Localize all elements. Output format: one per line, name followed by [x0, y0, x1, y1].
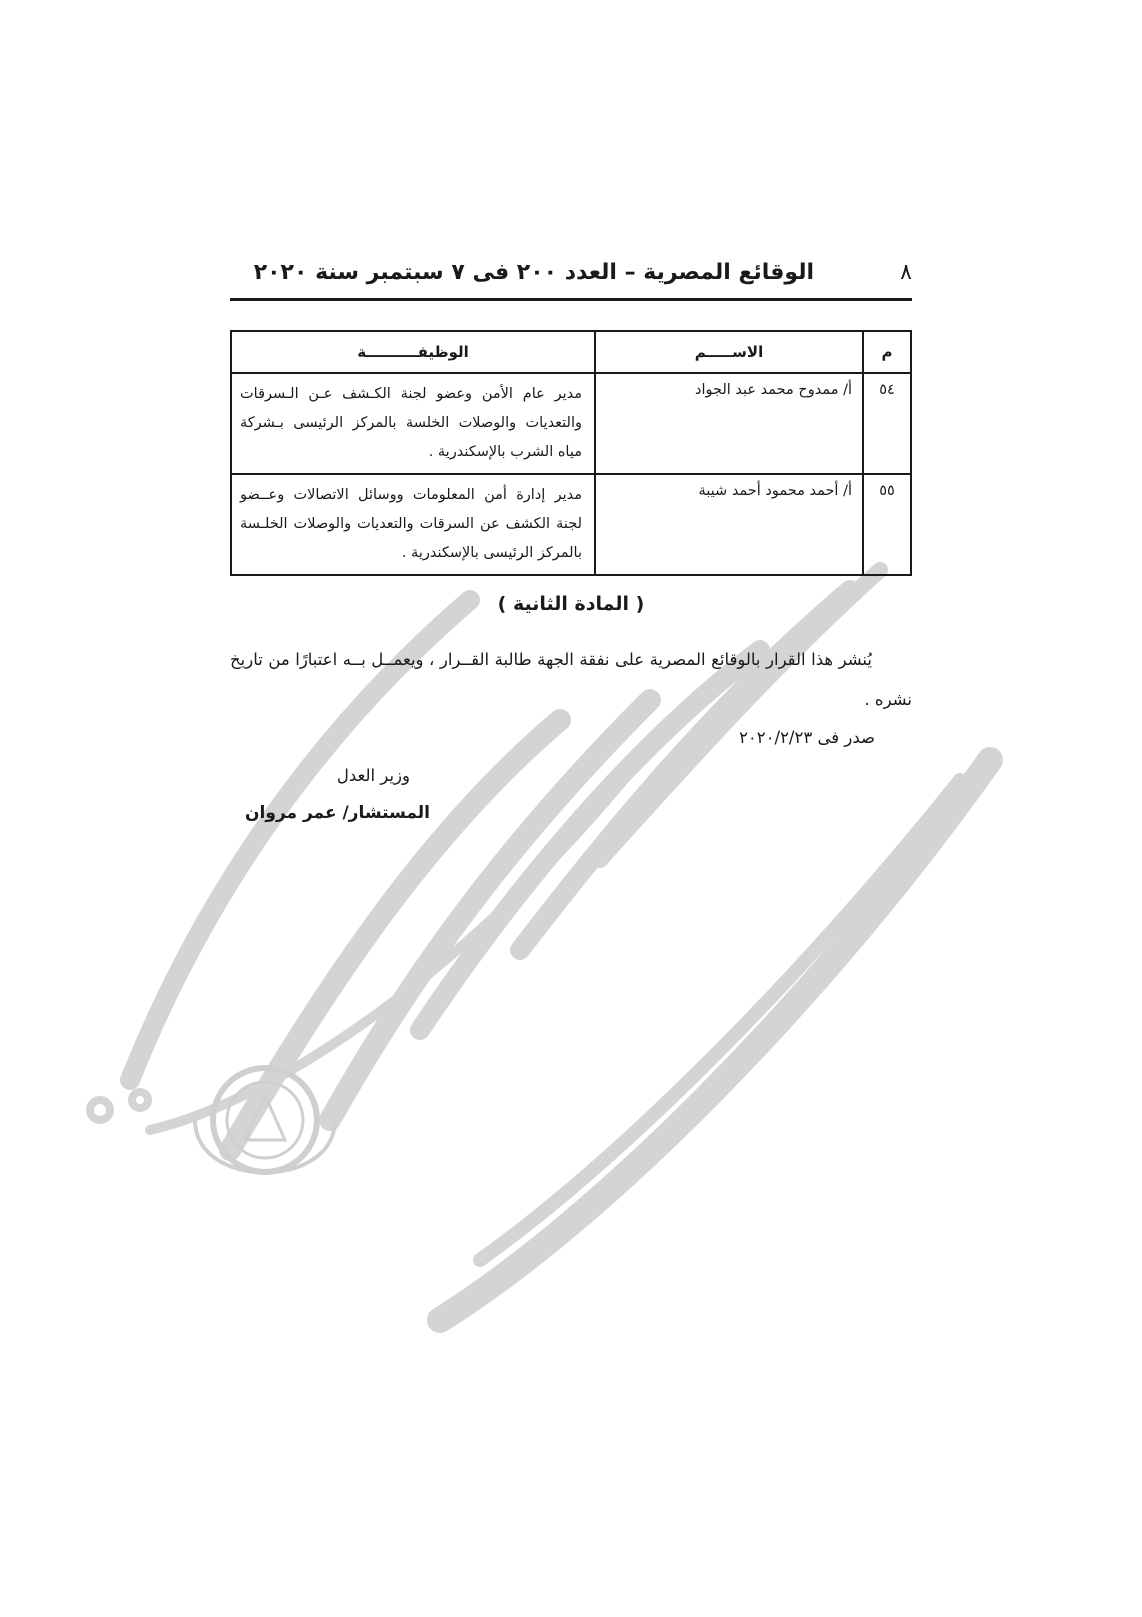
table-row — [231, 373, 911, 474]
appointments-table — [230, 330, 912, 576]
person-name: أ/ ممدوح محمد عبد الجواد — [595, 373, 863, 474]
watermark-swirl-3 — [330, 700, 650, 1120]
article-body: يُنشر هذا القرار بالوقائع المصرية على نفقة الجهة طالبة القــرار ، ويعمــل بــه اعتبارًا من تاريخ نشره . — [230, 650, 912, 709]
watermark-arc-lower — [440, 760, 990, 1320]
person-name: أ/ أحمد محمود أحمد شيبة — [595, 474, 863, 575]
page-header — [230, 258, 912, 301]
job-description: مدير إدارة أمن المعلومات ووسائل الاتصالات وعــضو لجنة الكشف عن السرقات والتعديات والوصلات الخلـسة بالمركز الرئيسى بالإسكندرية . — [231, 474, 595, 575]
row-number: ٥٥ — [863, 474, 911, 575]
column-header-job: الوظيفــــــــــة — [231, 331, 595, 373]
minister-title: وزير العدل — [336, 766, 410, 785]
article-title: ( المادة الثانية ) — [497, 593, 645, 615]
watermark-dot-2 — [132, 1092, 148, 1108]
watermark-seal — [195, 1068, 335, 1173]
table-header-row — [231, 331, 911, 373]
watermark-dot-1 — [90, 1100, 110, 1120]
row-number: ٥٤ — [863, 373, 911, 474]
watermark-arc-lower-2 — [480, 780, 960, 1260]
column-header-num: م — [863, 331, 911, 373]
issue-date: صدر فى ٢٠٢٠/٢/٢٣ — [739, 728, 875, 747]
page-number: ٨ — [900, 260, 912, 285]
job-description: مدير عام الأمن وعضو لجنة الكـشف عـن الـسرقات والتعديات والوصلات الخلسة بالمركز الرئيسى بـشركة مياه الشرب بالإسكندرية . — [231, 373, 595, 474]
table-row — [231, 474, 911, 575]
minister-name: المستشار/ عمر مروان — [245, 803, 430, 823]
gazette-title: الوقائع المصرية – العدد ٢٠٠ فى ٧ سبتمبر سنة ٢٠٢٠ — [253, 260, 814, 285]
column-header-name: الاســـــم — [595, 331, 863, 373]
